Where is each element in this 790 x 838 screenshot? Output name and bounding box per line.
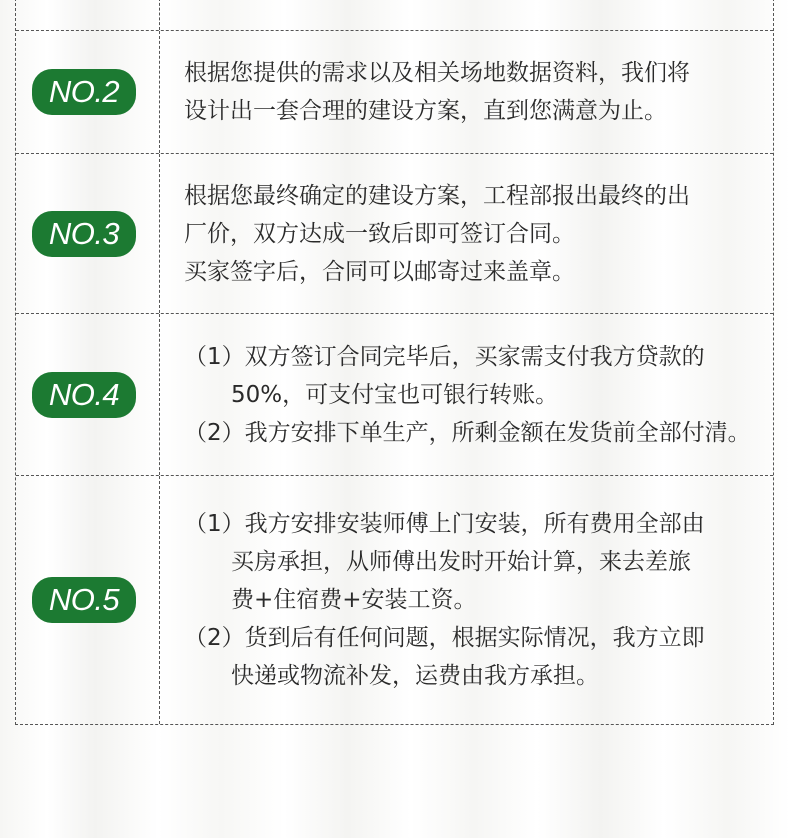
step-text-line: 根据您提供的需求以及相关场地数据资料，我们将	[184, 60, 690, 86]
steps-table	[15, 0, 774, 725]
step-text-line: （2）我方安排下单生产，所剩金额在发货前全部付清。	[184, 419, 751, 446]
step-label-cell	[16, 0, 160, 30]
step-text-line: 50%，可支付宝也可银行转账。	[231, 381, 559, 408]
step-text-line: （1）我方安排安装师傅上门安装，所有费用全部由	[184, 511, 705, 537]
step-text-line: 费+住宿费+安装工资。	[231, 587, 477, 613]
step-number-badge: NO.5	[32, 577, 136, 623]
step-description-cell	[160, 0, 773, 30]
step-description-cell	[160, 154, 773, 313]
step-row	[16, 476, 773, 724]
step-number-badge: NO.2	[32, 69, 136, 115]
step-text-line: 厂价，双方达成一致后即可签订合同。	[184, 220, 575, 247]
step-label-cell	[16, 31, 160, 153]
step-number-badge: NO.3	[32, 211, 136, 257]
step-description-cell	[160, 31, 773, 153]
step-text-line: 买家签字后，合同可以邮寄过来盖章。	[184, 258, 575, 285]
step-description-cell	[160, 476, 773, 724]
step-row	[16, 31, 773, 154]
step-number-badge: NO.4	[32, 372, 136, 418]
step-label-cell	[16, 476, 160, 724]
step-row	[16, 314, 773, 476]
step-text-line: 设计出一套合理的建设方案，直到您满意为止。	[184, 98, 667, 124]
step-row	[16, 154, 773, 314]
step-text-line: 快递或物流补发，运费由我方承担。	[231, 663, 599, 689]
step-row	[16, 0, 773, 31]
step-text-line: 买房承担，从师傅出发时开始计算，来去差旅	[231, 549, 691, 575]
step-label-cell	[16, 154, 160, 313]
step-text-line: （1）双方签订合同完毕后，买家需支付我方贷款的	[184, 343, 705, 370]
step-text-line: 根据您最终确定的建设方案，工程部报出最终的出	[184, 182, 690, 209]
step-text-line: （2）货到后有任何问题，根据实际情况，我方立即	[184, 625, 705, 651]
step-label-cell	[16, 314, 160, 475]
step-description-cell	[160, 314, 773, 475]
